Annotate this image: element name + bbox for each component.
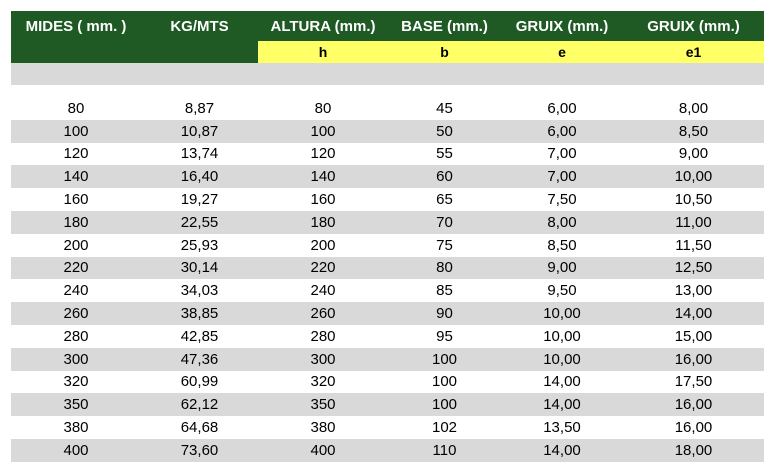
cell-base: 65 [436,191,453,209]
cell-base: 110 [432,441,457,459]
cell-mides: 200 [63,236,89,254]
cell-kg-mts: 47,36 [180,350,219,368]
cell-base: 90 [436,305,453,323]
cell-mides: 220 [63,259,89,277]
cell-kg-mts: 62,12 [180,396,219,414]
cell-base: 95 [436,327,453,345]
cell-mides: 140 [63,168,89,186]
cell-altura: 160 [310,191,336,209]
table-row [11,257,764,280]
header-base: BASE (mm.) [401,17,488,35]
subheader-b: b [388,41,501,63]
cell-base: 80 [436,259,453,277]
cell-gruix-e1: 10,50 [674,191,713,209]
cell-altura: 120 [310,145,336,163]
table-row [11,120,764,143]
cell-gruix-e1: 17,50 [674,373,713,391]
cell-mides: 240 [63,282,89,300]
cell-mides: 300 [63,350,89,368]
cell-gruix-e1: 13,00 [674,282,713,300]
cell-altura: 280 [310,327,336,345]
cell-base: 85 [436,282,453,300]
cell-gruix-e: 6,00 [547,99,577,117]
cell-kg-mts: 38,85 [180,305,219,323]
table-row [11,348,764,371]
cell-mides: 120 [63,145,89,163]
cell-kg-mts: 42,85 [180,327,219,345]
cell-altura: 140 [310,168,336,186]
table-row [11,302,764,325]
cell-gruix-e1: 8,00 [678,99,709,117]
cell-gruix-e: 9,50 [547,282,577,300]
cell-mides: 260 [63,305,89,323]
table-row [11,393,764,416]
cell-kg-mts: 22,55 [180,213,219,231]
cell-base: 55 [436,145,453,163]
table-row [11,234,764,257]
cell-kg-mts: 34,03 [180,282,219,300]
cell-altura: 400 [310,441,336,459]
cell-mides: 280 [63,327,89,345]
dimensions-table [11,11,764,462]
cell-gruix-e1: 11,00 [675,213,712,231]
cell-gruix-e1: 10,00 [674,168,713,186]
cell-gruix-e: 8,00 [547,213,577,231]
cell-gruix-e1: 14,00 [674,305,713,323]
table-row [11,165,764,188]
subheader-blank-1 [11,41,141,63]
table-row [11,325,764,348]
cell-gruix-e1: 8,50 [678,122,709,140]
gray-band [11,63,764,85]
cell-gruix-e: 7,50 [547,191,577,209]
cell-gruix-e1: 11,50 [675,236,712,254]
table-row [11,371,764,394]
cell-base: 100 [431,373,458,391]
cell-gruix-e: 8,50 [547,236,577,254]
cell-gruix-e: 10,00 [543,327,581,345]
cell-kg-mts: 13,74 [180,145,219,163]
header-gruix-e: GRUIX (mm.) [515,17,609,35]
table-row [11,143,764,166]
cell-gruix-e: 13,50 [543,419,581,437]
cell-gruix-e1: 16,00 [674,419,713,437]
subheader-e1: e1 [623,41,764,63]
cell-gruix-e: 6,00 [547,122,577,140]
cell-altura: 300 [310,350,336,368]
cell-altura: 200 [310,236,336,254]
cell-mides: 400 [63,441,89,459]
cell-kg-mts: 19,27 [180,191,219,209]
subheader-blank-2 [141,41,258,63]
cell-mides: 100 [63,122,89,140]
table-body [11,97,764,462]
cell-altura: 240 [310,282,336,300]
table-row [11,279,764,302]
table-row [11,416,764,439]
cell-kg-mts: 64,68 [180,419,219,437]
cell-gruix-e: 7,00 [547,145,577,163]
cell-altura: 220 [310,259,336,277]
cell-gruix-e: 14,00 [543,373,581,391]
subheader-h: h [258,41,388,63]
cell-kg-mts: 73,60 [180,441,219,459]
cell-gruix-e: 9,00 [547,259,577,277]
cell-altura: 320 [310,373,336,391]
cell-gruix-e1: 9,00 [678,145,709,163]
cell-altura: 350 [310,396,336,414]
cell-altura: 80 [314,99,332,117]
table-row [11,211,764,234]
table-subheader-row [11,41,764,63]
cell-gruix-e1: 16,00 [674,396,713,414]
cell-gruix-e: 10,00 [543,350,581,368]
header-altura: ALTURA (mm.) [270,17,376,35]
cell-gruix-e1: 15,00 [674,327,713,345]
cell-altura: 380 [310,419,336,437]
cell-gruix-e: 14,00 [543,441,581,459]
cell-mides: 80 [67,99,85,117]
cell-mides: 320 [63,373,89,391]
cell-base: 70 [436,213,453,231]
table-row [11,97,764,120]
table-row [11,188,764,211]
cell-altura: 260 [310,305,336,323]
cell-kg-mts: 16,40 [180,168,219,186]
cell-gruix-e: 14,00 [543,396,581,414]
cell-base: 50 [436,122,453,140]
cell-base: 100 [431,350,458,368]
cell-kg-mts: 30,14 [180,259,219,277]
cell-altura: 180 [310,213,336,231]
table-row [11,439,764,462]
cell-mides: 160 [63,191,89,209]
header-kg-mts: KG/MTS [170,17,229,35]
cell-kg-mts: 60,99 [180,373,219,391]
cell-gruix-e: 10,00 [543,305,581,323]
header-gruix-e1: GRUIX (mm.) [647,17,740,35]
cell-altura: 100 [310,122,336,140]
subheader-e: e [501,41,623,63]
header-mides: MIDES ( mm. ) [25,17,127,35]
cell-gruix-e1: 12,50 [674,259,713,277]
cell-base: 60 [436,168,453,186]
cell-kg-mts: 10,87 [180,122,219,140]
cell-mides: 180 [63,213,89,231]
cell-base: 45 [436,99,453,117]
cell-mides: 380 [63,419,89,437]
spacer [11,85,764,97]
cell-kg-mts: 25,93 [180,236,219,254]
cell-gruix-e1: 16,00 [674,350,713,368]
cell-gruix-e: 7,00 [547,168,577,186]
cell-base: 100 [431,396,458,414]
cell-base: 102 [431,419,458,437]
cell-kg-mts: 8,87 [184,99,215,117]
cell-gruix-e1: 18,00 [674,441,713,459]
cell-mides: 350 [63,396,89,414]
table-header-row [11,11,764,41]
cell-base: 75 [436,236,453,254]
